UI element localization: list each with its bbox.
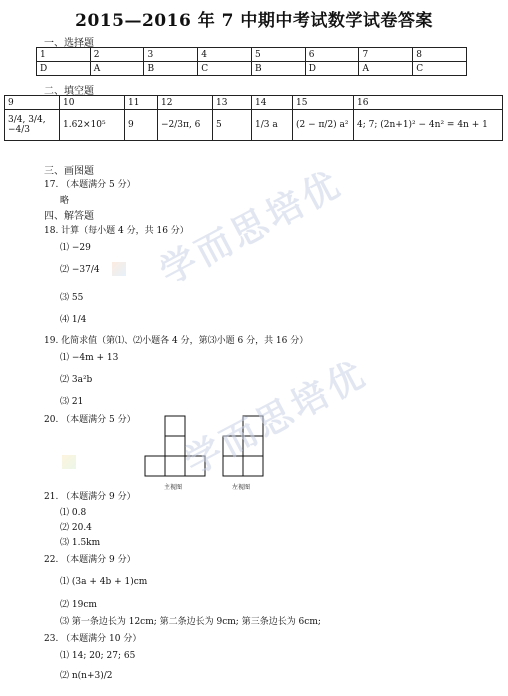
table-row bbox=[5, 96, 503, 110]
table-cell: B bbox=[144, 62, 198, 76]
table-cell: 5 bbox=[251, 48, 305, 62]
answer-18-3: ⑶ 55 bbox=[60, 293, 84, 303]
question-22: 22. （本题满分 9 分） bbox=[44, 555, 136, 565]
watermark-logo-icon bbox=[62, 455, 76, 469]
question-23: 23. （本题满分 10 分） bbox=[44, 634, 142, 644]
table-cell: 13 bbox=[213, 96, 252, 110]
answer-23-2: ⑵ n(n+3)/2 bbox=[60, 671, 113, 681]
answer-21-2: ⑵ 20.4 bbox=[60, 523, 92, 533]
table-cell: 14 bbox=[252, 96, 293, 110]
table-cell: 11 bbox=[125, 96, 158, 110]
table-cell: 4 bbox=[198, 48, 252, 62]
table-cell: C bbox=[413, 62, 467, 76]
table-cell: 3 bbox=[144, 48, 198, 62]
answer-22-3: ⑶ 第一条边长为 12cm; 第二条边长为 9cm; 第三条边长为 6cm; bbox=[60, 617, 321, 627]
answer-19-2: ⑵ 3a²b bbox=[60, 375, 93, 385]
question-18: 18. 计算（每小题 4 分，共 16 分） bbox=[44, 226, 189, 236]
table-cell: 2 bbox=[90, 48, 144, 62]
table-row bbox=[5, 110, 503, 141]
left-view-label: 左视图 bbox=[232, 484, 251, 491]
section-drawing-heading: 三、画图题 bbox=[44, 166, 94, 177]
answer-22-2: ⑵ 19cm bbox=[60, 600, 97, 610]
table-cell: D bbox=[305, 62, 359, 76]
answer-21-3: ⑶ 1.5km bbox=[60, 538, 101, 548]
answer-22-1: ⑴ (3a + 4b + 1)cm bbox=[60, 577, 148, 587]
table-cell: D bbox=[37, 62, 91, 76]
table-cell: −2/3π, 6 bbox=[158, 110, 213, 141]
table-cell: 8 bbox=[413, 48, 467, 62]
table-cell: 1.62×10⁵ bbox=[60, 110, 125, 141]
question-20: 20. （本题满分 5 分） bbox=[44, 415, 136, 425]
table-cell: A bbox=[90, 62, 144, 76]
answer-19-1: ⑴ −4m + 13 bbox=[60, 353, 119, 363]
table-cell: 15 bbox=[293, 96, 354, 110]
front-view-label: 主视图 bbox=[164, 484, 183, 491]
section-fill-heading: 二、填空题 bbox=[44, 86, 94, 97]
table-cell: 5 bbox=[213, 110, 252, 141]
table-cell: (2 − π/2) a² bbox=[293, 110, 354, 141]
section-choice-heading: 一、选择题 bbox=[44, 38, 94, 49]
question-21: 21. （本题满分 9 分） bbox=[44, 492, 136, 502]
table-row bbox=[37, 48, 467, 62]
table-cell: A bbox=[359, 62, 413, 76]
watermark-text: 学而思培优 bbox=[178, 353, 375, 484]
answer-19-3: ⑶ 21 bbox=[60, 397, 84, 407]
watermark-logo-icon bbox=[112, 262, 126, 276]
table-cell: 6 bbox=[305, 48, 359, 62]
answer-21-1: ⑴ 0.8 bbox=[60, 508, 87, 518]
page-title: 2015—2016 年 7 中期中考试数学试卷答案 bbox=[75, 11, 433, 31]
watermark-text: 学而思培优 bbox=[153, 163, 350, 294]
table-cell: 9 bbox=[125, 110, 158, 141]
fill-answer-table bbox=[4, 95, 503, 141]
table-row bbox=[37, 62, 467, 76]
table-cell: 7 bbox=[359, 48, 413, 62]
answer-18-4: ⑷ 1/4 bbox=[60, 315, 87, 325]
answer-18-1: ⑴ −29 bbox=[60, 243, 91, 253]
answer-23-1: ⑴ 14; 20; 27; 65 bbox=[60, 651, 136, 661]
table-cell: 10 bbox=[60, 96, 125, 110]
section-solution-heading: 四、解答题 bbox=[44, 211, 94, 222]
table-cell: 16 bbox=[354, 96, 503, 110]
question-19: 19. 化简求值（第⑴、⑵小题各 4 分，第⑶小题 6 分，共 16 分） bbox=[44, 336, 309, 346]
answer-18-2: ⑵ −37/4 bbox=[60, 265, 100, 275]
table-cell: 4; 7; (2n+1)² − 4n² = 4n + 1 bbox=[354, 110, 503, 141]
table-cell: 1 bbox=[37, 48, 91, 62]
table-cell: B bbox=[251, 62, 305, 76]
answer-17: 略 bbox=[60, 196, 70, 206]
table-cell: 9 bbox=[5, 96, 60, 110]
table-cell: 12 bbox=[158, 96, 213, 110]
table-cell: 1/3 a bbox=[252, 110, 293, 141]
question-17: 17. （本题满分 5 分） bbox=[44, 180, 136, 190]
table-cell: C bbox=[198, 62, 252, 76]
table-cell: 3/4, 3/4, −4/3 bbox=[5, 110, 60, 141]
choice-answer-table bbox=[36, 47, 467, 76]
